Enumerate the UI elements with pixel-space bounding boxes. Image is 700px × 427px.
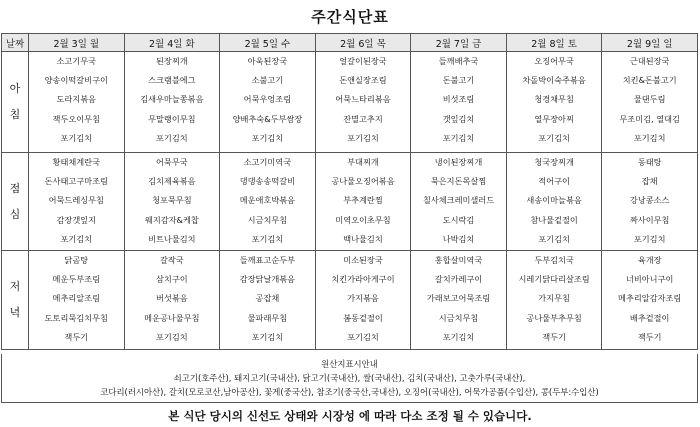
menu-item: 돈사태고구마조림 — [44, 176, 108, 187]
menu-item: 가지무침 — [538, 293, 570, 304]
menu-item: 공나물오징어볶음 — [331, 176, 395, 187]
menu-item: 차돌박이숙주볶음 — [522, 75, 586, 86]
meal-label-dinner — [2, 251, 29, 350]
menu-item-list — [316, 52, 411, 148]
weekly-menu-table — [1, 33, 698, 350]
menu-item: 소불고기 — [251, 75, 284, 86]
menu-item: 메운공나물무침 — [144, 312, 200, 323]
menu-item: 비트나물김치 — [148, 233, 196, 244]
menu-item: 치킨&돈불고기 — [622, 75, 677, 86]
menu-item: 김새우마늘쫑볶음 — [140, 94, 204, 105]
menu-item: 두부김치국 — [534, 255, 574, 265]
menu-item: 근대된장국 — [629, 56, 670, 66]
menu-item: 백나물김치 — [343, 233, 383, 244]
menu-cell — [315, 153, 411, 251]
origin-notice — [1, 354, 698, 403]
menu-item: 부추계란찜 — [343, 195, 383, 206]
menu-item: 얼갈이된장국 — [339, 56, 387, 66]
origin-notice-line: 쇠고기(호주산), 돼지고기(국내산), 닭고기(국내산), 쌀(국내산), 김치(국내산), 고춧가루(국내산), — [173, 373, 526, 383]
menu-item-list — [602, 153, 697, 249]
menu-item-list — [220, 251, 315, 347]
origin-notice-line: 코다리(러시아산), 갈치(모로코산,남아공산), 꽃게(중국산), 참조기(중국산,국내산), 오징어(국내산), 어묵가공품(수입산), 콩(두부:수입산) — [100, 387, 599, 397]
menu-item: 포기김치 — [442, 331, 475, 342]
menu-cell — [315, 251, 411, 350]
menu-item: 비섯조림 — [442, 94, 475, 105]
origin-notice-title: 원산지표시안내 — [321, 359, 378, 369]
menu-item: 가지볶음 — [347, 293, 379, 304]
menu-item: 돈불고기 — [442, 75, 475, 86]
menu-item: 시금치무침 — [438, 312, 479, 323]
menu-item: 양송이떡갈비구이 — [44, 75, 108, 86]
menu-item: 미소된장국 — [343, 255, 383, 265]
menu-item: 감장닭날개볶음 — [239, 274, 296, 285]
menu-item: 웨지감자&케찹 — [144, 214, 199, 225]
menu-item: 포기김치 — [60, 233, 93, 244]
menu-item: 갈치카레구이 — [434, 274, 483, 285]
menu-item: 포기김치 — [347, 132, 379, 143]
menu-cell — [602, 251, 698, 350]
meal-label-char: 녁 — [9, 306, 21, 319]
menu-item: 포기김치 — [633, 233, 666, 244]
menu-item: 양배추숙&두부쌈장 — [232, 113, 303, 124]
meal-label-char: 심 — [9, 207, 21, 221]
menu-item: 치킨가라아게구이 — [331, 274, 395, 285]
menu-item: 너비아니구이 — [625, 274, 674, 285]
menu-item: 잭두오이무침 — [52, 113, 101, 124]
menu-cell — [506, 52, 602, 153]
menu-item: 메추리알감자조림 — [618, 293, 682, 304]
menu-item: 들깨표고순두부 — [239, 255, 296, 265]
menu-cell — [411, 52, 507, 153]
menu-cell — [29, 251, 125, 350]
menu-cell — [124, 251, 220, 350]
menu-item: 소고기미역국 — [243, 157, 292, 167]
menu-item: 포기김치 — [60, 132, 93, 143]
menu-item: 새송이마늘볶음 — [526, 195, 582, 206]
menu-item: 동태탕 — [637, 157, 662, 167]
meal-label-char: 아 — [9, 82, 21, 95]
footer-notice: 본 식단 당시의 신선도 상태와 시장성 에 따라 다소 조정 될 수 있습니다. — [168, 409, 532, 423]
menu-item-list — [29, 52, 124, 148]
menu-item: 스크램블에그 — [148, 75, 196, 86]
meal-row-lunch — [2, 153, 698, 251]
menu-item: 묵은지돈목살찜 — [430, 176, 487, 187]
menu-item: 감장갯잎지 — [56, 214, 97, 225]
menu-item: 어묵우엉조림 — [243, 94, 292, 105]
menu-cell — [411, 251, 507, 350]
menu-item: 공잡채 — [255, 293, 280, 304]
menu-item-list — [411, 251, 506, 347]
date-header-cell: 날짜 — [2, 34, 29, 52]
menu-item: 메운애호박볶음 — [239, 195, 296, 206]
menu-item: 닭곰탕 — [64, 255, 89, 265]
menu-item: 포기김치 — [633, 132, 666, 143]
menu-item: 어묵드레싱무침 — [48, 195, 104, 206]
menu-item: 시레기닭다리살조림 — [518, 274, 590, 285]
menu-item: 잭두기 — [542, 331, 566, 342]
menu-item: 부대찌개 — [347, 157, 379, 167]
menu-item: 배추겉절이 — [629, 312, 670, 323]
menu-item: 어묵무국 — [156, 157, 188, 167]
menu-cell — [29, 52, 125, 153]
menu-item: 오징어무국 — [534, 56, 574, 66]
menu-item: 메운두부조림 — [52, 274, 101, 285]
menu-item: 시금치무침 — [247, 214, 288, 225]
meal-row-breakfast — [2, 52, 698, 153]
menu-item: 포기김치 — [251, 331, 284, 342]
menu-cell — [315, 52, 411, 153]
meal-label-char: 침 — [9, 108, 21, 121]
menu-item: 갯잎김치 — [442, 113, 475, 124]
meal-label-lunch — [2, 153, 29, 251]
menu-item: 황태채계란국 — [52, 157, 101, 167]
menu-item-list — [316, 251, 411, 347]
meal-label-char: 점 — [9, 181, 21, 195]
menu-item: 미역오이초무침 — [335, 214, 391, 225]
menu-item: 무말랭이무침 — [148, 113, 196, 124]
menu-item: 강낭콩소스 — [629, 195, 670, 206]
day-header-tue: 2월 4일 화 — [124, 34, 220, 52]
menu-cell — [29, 153, 125, 251]
menu-item: 잭두기 — [637, 331, 662, 342]
menu-item-list — [29, 153, 124, 249]
meal-row-dinner — [2, 251, 698, 350]
menu-item: 청경채무침 — [534, 94, 574, 105]
menu-item-list — [125, 153, 220, 249]
menu-cell — [220, 52, 316, 153]
menu-item-list — [507, 153, 602, 249]
menu-item: 삼치구이 — [156, 274, 188, 285]
menu-item: 무조미김, 열대김 — [619, 113, 680, 124]
menu-item: 소고기무국 — [56, 56, 97, 66]
menu-item-list — [411, 153, 506, 249]
menu-cell — [124, 153, 220, 251]
menu-item: 포기김치 — [538, 233, 570, 244]
menu-item: 적어구이 — [538, 176, 570, 187]
day-header-sat: 2월 8일 토 — [506, 34, 602, 52]
menu-cell — [411, 153, 507, 251]
menu-item: 봄동겉절이 — [343, 312, 383, 323]
menu-item-list — [411, 52, 506, 148]
menu-cell — [602, 52, 698, 153]
day-header-thu: 2월 6일 목 — [315, 34, 411, 52]
menu-item-list — [29, 251, 124, 347]
page-title: 주간식단표 — [311, 8, 389, 26]
meal-label-breakfast — [2, 52, 29, 153]
menu-item: 홍합살미역국 — [434, 255, 483, 265]
menu-item: 어묵느타리볶음 — [335, 94, 391, 105]
menu-item: 가래보고어묵조림 — [426, 293, 491, 304]
header-row — [2, 34, 698, 52]
menu-cell — [220, 153, 316, 251]
day-header-sun: 2월 9일 일 — [602, 34, 698, 52]
menu-cell — [220, 251, 316, 350]
menu-item-list — [316, 153, 411, 249]
menu-item: 청국장찌개 — [534, 157, 574, 167]
menu-item: 칠사체크레미샐러드 — [422, 195, 495, 206]
menu-item: 댕댕송송떡갈비 — [239, 176, 296, 187]
menu-item: 포기김치 — [442, 132, 475, 143]
menu-item: 청포묵무침 — [152, 195, 192, 206]
menu-item: 물댄두림 — [633, 94, 666, 105]
menu-item: 김치제육볶음 — [148, 176, 196, 187]
menu-item-list — [507, 52, 602, 148]
menu-item-list — [220, 52, 315, 148]
menu-item: 포기김치 — [538, 132, 570, 143]
menu-item: 냉이된장찌개 — [434, 157, 483, 167]
menu-item: 포기김치 — [251, 233, 284, 244]
meal-label-char: 저 — [9, 280, 21, 293]
menu-item: 열무장아찌 — [534, 113, 574, 124]
menu-cell — [506, 153, 602, 251]
menu-item: 육개장 — [637, 255, 662, 265]
day-header-wed: 2월 5일 수 — [220, 34, 316, 52]
menu-item: 된장찌개 — [156, 56, 188, 66]
menu-cell — [602, 153, 698, 251]
menu-item: 잡채 — [641, 176, 658, 187]
menu-cell — [124, 52, 220, 153]
menu-item: 물파래무침 — [247, 312, 288, 323]
menu-item: 짜사이무침 — [629, 214, 670, 225]
day-header-fri: 2월 7일 금 — [411, 34, 507, 52]
menu-item: 돈앤실장조림 — [339, 75, 387, 86]
menu-item: 아욱된장국 — [247, 56, 288, 66]
menu-item: 잭두기 — [64, 331, 89, 342]
menu-item: 들깨배추국 — [438, 56, 479, 66]
menu-item: 포기김치 — [156, 331, 188, 342]
menu-item-list — [220, 153, 315, 249]
menu-item: 도토리묵김치무침 — [44, 312, 108, 323]
menu-item-list — [507, 251, 602, 347]
menu-item-list — [602, 251, 697, 347]
menu-item: 도라지볶음 — [56, 94, 97, 105]
menu-item: 포기김치 — [347, 331, 379, 342]
menu-item: 공나물부추무침 — [526, 312, 582, 323]
menu-item: 잔멸고추지 — [343, 113, 383, 124]
menu-item-list — [602, 52, 697, 148]
menu-item: 도시락김 — [442, 214, 475, 225]
menu-item: 포기김치 — [156, 132, 188, 143]
menu-item: 메추리알조림 — [52, 293, 101, 304]
menu-item: 나박김치 — [442, 233, 475, 244]
menu-item: 갈작국 — [159, 255, 184, 265]
menu-item-list — [125, 52, 220, 148]
menu-item: 참나물겉절이 — [530, 214, 578, 225]
menu-item: 버섯볶음 — [156, 293, 188, 304]
menu-item-list — [125, 251, 220, 347]
day-header-mon: 2월 3일 월 — [29, 34, 125, 52]
menu-item: 포기김치 — [251, 132, 284, 143]
menu-cell — [506, 251, 602, 350]
